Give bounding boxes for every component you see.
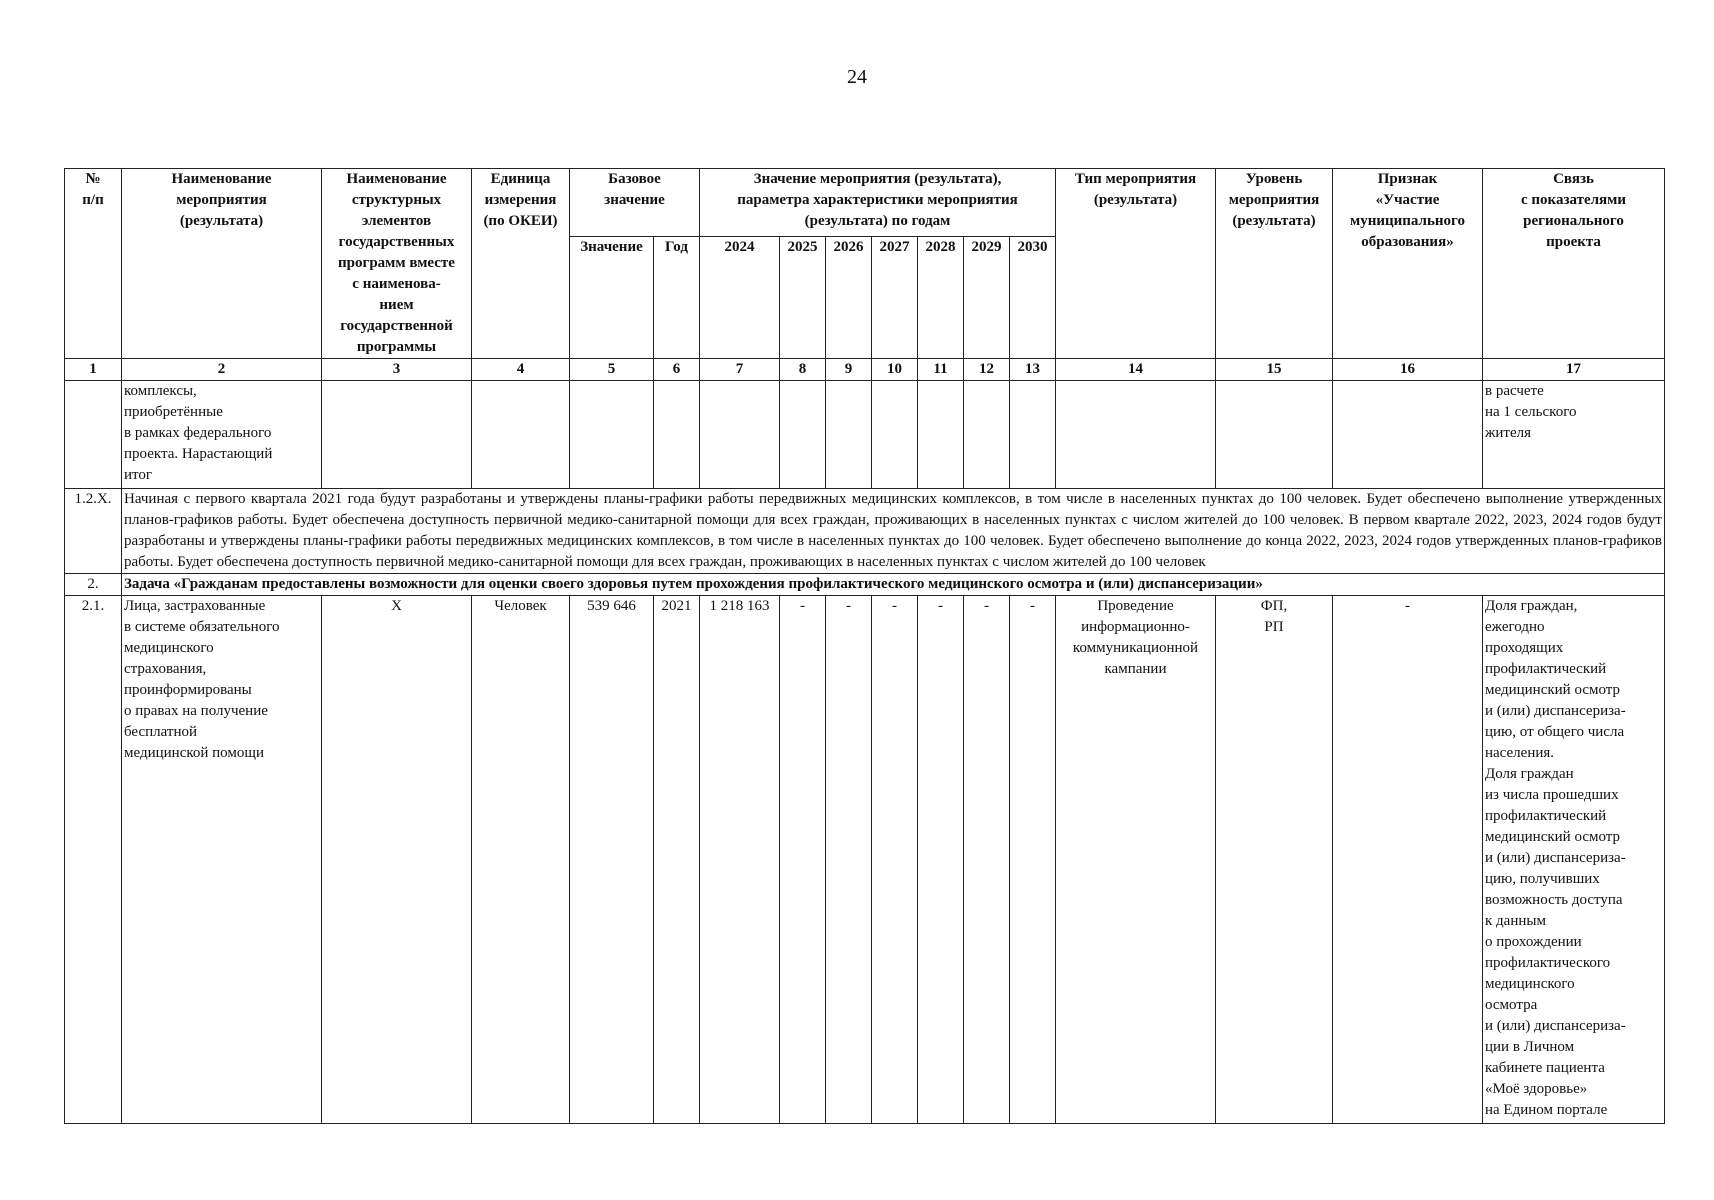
cell-value-2029: -	[964, 596, 1010, 1124]
cell-value-2027: -	[872, 596, 918, 1124]
header-sign: Признак «Участие муниципального образования»	[1333, 169, 1483, 359]
header-name: Наименование мероприятия (результата)	[122, 169, 322, 359]
cell-num: 2.	[65, 574, 122, 596]
measures-table	[64, 168, 1665, 1124]
table-row-continuation	[65, 381, 1665, 489]
column-number: 15	[1216, 359, 1333, 381]
header-year-2024: 2024	[700, 236, 780, 358]
cell-value-2024: 1 218 163	[700, 596, 780, 1124]
header-num: № п/п	[65, 169, 122, 359]
cell-link: в расчете на 1 сельского жителя	[1483, 381, 1665, 489]
header-year-2029: 2029	[964, 236, 1010, 358]
table-row-task-2	[65, 574, 1665, 596]
cell-num: 1.2.X.	[65, 489, 122, 574]
header-year-2026: 2026	[826, 236, 872, 358]
header-year-2027: 2027	[872, 236, 918, 358]
header-values: Значение мероприятия (результата), параметра характеристики мероприятия (результата) по годам	[700, 169, 1056, 237]
column-number: 17	[1483, 359, 1665, 381]
column-number: 1	[65, 359, 122, 381]
column-number: 7	[700, 359, 780, 381]
header-type: Тип мероприятия (результата)	[1056, 169, 1216, 359]
cell-unit: Человек	[472, 596, 570, 1124]
column-number: 9	[826, 359, 872, 381]
header-unit: Единица измерения (по ОКЕИ)	[472, 169, 570, 359]
header-year-2025: 2025	[780, 236, 826, 358]
cell-value-2026: -	[826, 596, 872, 1124]
column-number: 3	[322, 359, 472, 381]
cell-value-2025: -	[780, 596, 826, 1124]
column-number: 8	[780, 359, 826, 381]
page-number: 24	[847, 66, 867, 88]
column-number: 12	[964, 359, 1010, 381]
column-number: 5	[570, 359, 654, 381]
cell-name: комплексы, приобретённые в рамках федерального проекта. Нарастающий итог	[122, 381, 322, 489]
header-year-2030: 2030	[1010, 236, 1056, 358]
header-base-value: Значение	[570, 236, 654, 358]
cell-level: ФП, РП	[1216, 596, 1333, 1124]
column-number: 2	[122, 359, 322, 381]
cell-task-title: Задача «Гражданам предоставлены возможности для оценки своего здоровья путем прохождения профилактического медицинского осмотра и (или) диспансеризации»	[122, 574, 1665, 596]
cell-type: Проведение информационно- коммуникационной кампании	[1056, 596, 1216, 1124]
cell-base-value: 539 646	[570, 596, 654, 1124]
header-level: Уровень мероприятия (результата)	[1216, 169, 1333, 359]
header-base: Базовое значение	[570, 169, 700, 237]
header-base-year: Год	[654, 236, 700, 358]
cell-description: Начиная с первого квартала 2021 года будут разработаны и утверждены планы-графики работы передвижных медицинских комплексов, в том числе в населенных пунктах до 100 человек. Будет обеспечено выполнение утвержденных планов-графиков работы. Будет обеспечена доступность первичной медико-санитарной помощи для всех граждан, проживающих в населенных пунктах с числом жителей до 100 человек. В первом квартале 2022, 2023, 2024 годов будут разработаны и утверждены планы-графики работы передвижных медицинских комплексов, в том числе в населенных пунктах до 100 человек. Будет обеспечено выполнение до конца 2022, 2023, 2024 годов утвержденных планов-графиков работы. Будет обеспечена доступность первичной медико-санитарной помощи для всех граждан, проживающих в населенных пунктах с числом жителей до 100 человек	[122, 489, 1665, 574]
cell-name: Лица, застрахованные в системе обязательного медицинского страхования, проинформированы о правах на получение бесплатной медицинской помощи	[122, 596, 322, 1124]
table-row-2-1	[65, 596, 1665, 1124]
column-number-row	[65, 359, 1665, 381]
cell-base-year: 2021	[654, 596, 700, 1124]
header-row-1	[65, 169, 1665, 237]
column-number: 16	[1333, 359, 1483, 381]
column-number: 14	[1056, 359, 1216, 381]
cell-value-2030: -	[1010, 596, 1056, 1124]
table-row-1-2-x	[65, 489, 1665, 574]
cell-link: Доля граждан, ежегодно проходящих профилактический медицинский осмотр и (или) диспансериза- цию, от общего числа населения. Доля граждан из числа прошедших профилактический медицинский осмотр и (или) диспансериза- цию, получивших возможность доступа к данным о прохождении профилактического медицинского осмотра и (или) диспансериза- ции в Личном кабинете пациента «Моё здоровье» на Едином портале	[1483, 596, 1665, 1124]
cell-struct: X	[322, 596, 472, 1124]
cell-value-2028: -	[918, 596, 964, 1124]
cell-num: 2.1.	[65, 596, 122, 1124]
column-number: 11	[918, 359, 964, 381]
column-number: 13	[1010, 359, 1056, 381]
column-number: 4	[472, 359, 570, 381]
column-number: 6	[654, 359, 700, 381]
column-number: 10	[872, 359, 918, 381]
header-year-2028: 2028	[918, 236, 964, 358]
header-link: Связь с показателями регионального проекта	[1483, 169, 1665, 359]
header-struct: Наименование структурных элементов государственных программ вместе с наименова- нием государственной программы	[322, 169, 472, 359]
cell-sign: -	[1333, 596, 1483, 1124]
